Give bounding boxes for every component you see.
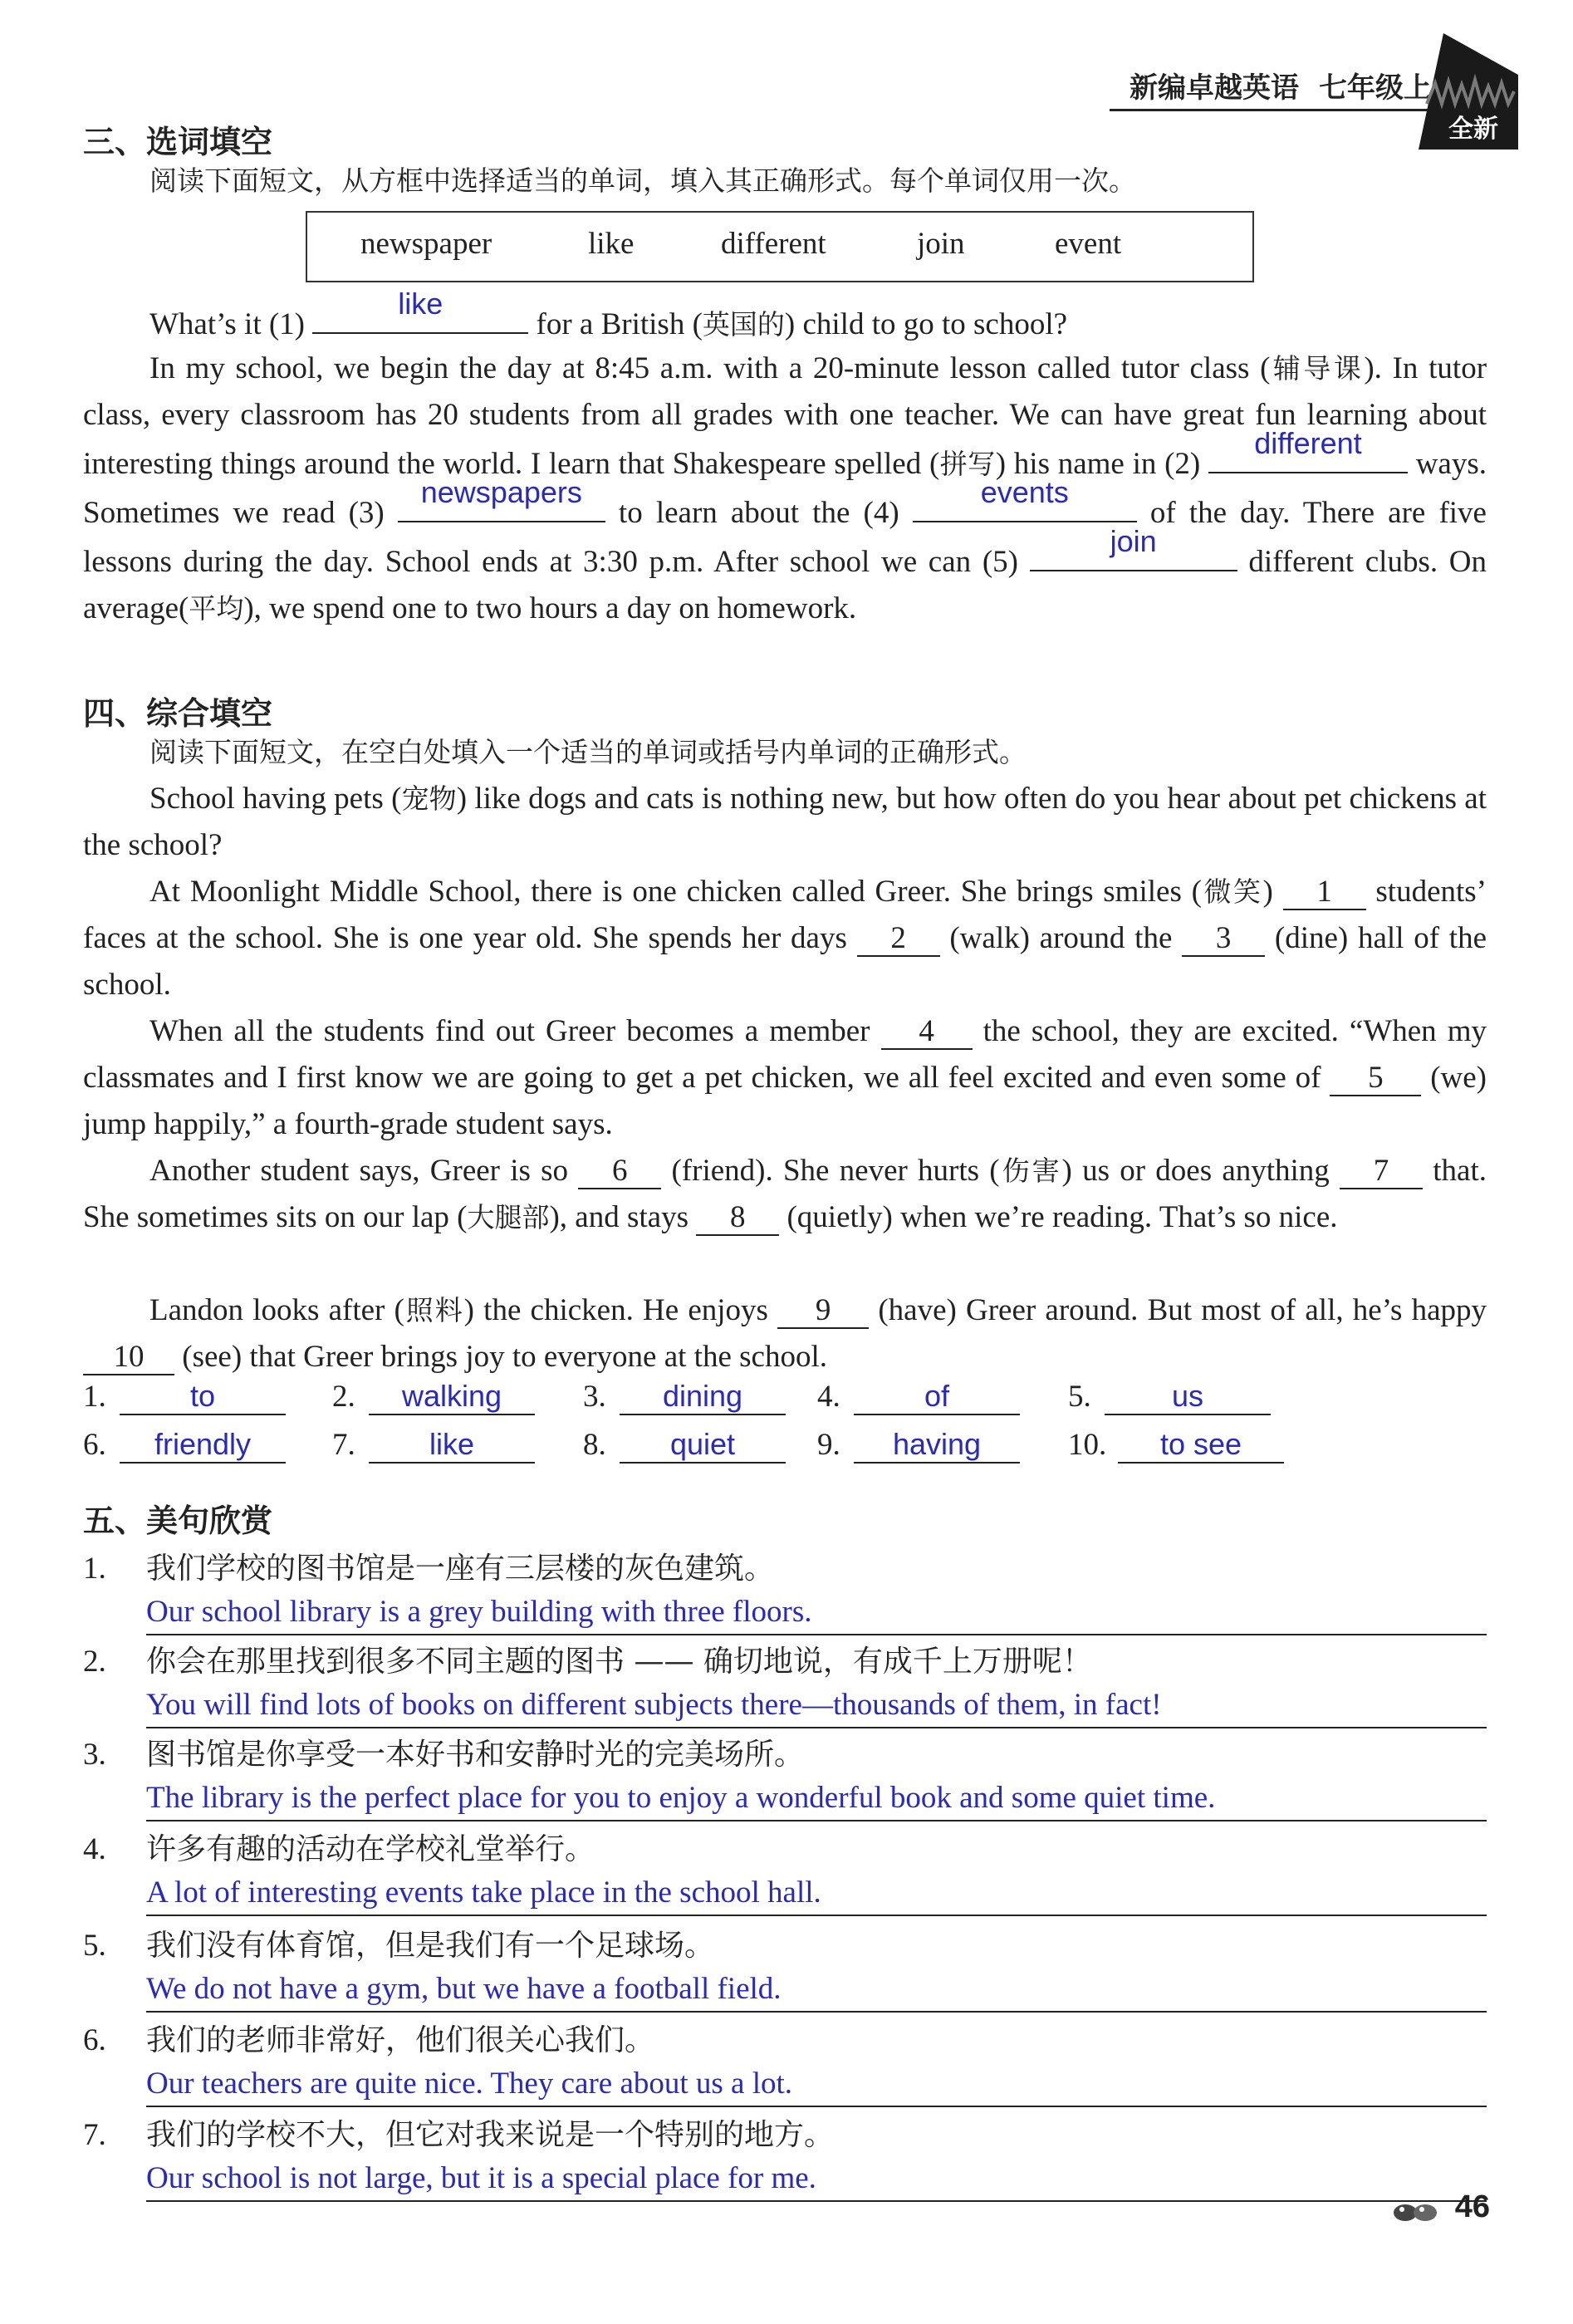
text: (see) that Greer brings joy to everyone at the school. — [174, 1340, 827, 1374]
answer-value: like — [369, 1427, 535, 1464]
chinese-gloss: 平均 — [189, 592, 244, 625]
blank-number: 1 — [1283, 875, 1366, 910]
text: In my school, we begin the day at 8:45 a.m. with a 20-minute lesson called tutor class ( — [149, 351, 1271, 385]
section4-paragraph-5 — [83, 1287, 1487, 1380]
chinese-sentence: 我们没有体育馆，但是我们有一个足球场。 — [146, 1929, 715, 1963]
chinese-sentence: 我们学校的图书馆是一座有三层楼的灰色建筑。 — [146, 1552, 775, 1586]
sentence-item — [83, 1638, 1487, 1728]
text: When all the students find out Greer becomes a member — [149, 1014, 881, 1048]
text: to learn about the (4) — [605, 496, 913, 530]
answer-label: 3. — [583, 1380, 606, 1414]
chinese-gloss: 伤害 — [999, 1155, 1062, 1187]
chinese-sentence: 许多有趣的活动在学校礼堂举行。 — [146, 1832, 595, 1866]
english-answer: Our school is not large, but it is a special place for me. — [146, 2154, 1487, 2202]
item-number: 1. — [83, 1552, 106, 1586]
blank-number: 6 — [578, 1155, 661, 1189]
chinese-gloss: 辅导课 — [1270, 352, 1365, 385]
section4-paragraph-1 — [83, 776, 1487, 869]
english-answer: Our teachers are quite nice. They care about us a lot. — [146, 2059, 1487, 2107]
text: ) child to go to school? — [784, 307, 1068, 341]
answer-cell — [332, 1427, 535, 1464]
text: different clubs. On average( — [83, 545, 1487, 625]
answer-blank-5 — [1030, 524, 1237, 571]
word-box-item: different — [721, 227, 826, 261]
text: ways. Sometimes we read (3) — [83, 447, 1487, 530]
text: (have) Greer around. But most of all, he’s happy — [869, 1293, 1487, 1327]
item-number: 4. — [83, 1832, 106, 1866]
word-box-item: event — [1055, 227, 1122, 261]
text: the school, they are excited. “When my classmates and I first know we are going to get a pet chicken, we all feel excited and even some of — [83, 1014, 1487, 1095]
item-number: 5. — [83, 1929, 106, 1963]
answer-cell — [817, 1379, 1020, 1415]
blank-number: 10 — [83, 1341, 174, 1375]
text: ) like dogs and cats is nothing new, but how often do you hear about pet chickens at the school? — [83, 782, 1487, 862]
answer-cell — [1068, 1379, 1271, 1415]
answer-label: 10. — [1068, 1428, 1107, 1462]
text: ). In tutor class, every classroom has 20 students from all grades with one teacher. We can have great fun learning about interesting things around the world. I learn that Shakespeare spelled ( — [83, 351, 1487, 481]
text: (we) jump happily,” a fourth-grade student says. — [83, 1061, 1487, 1141]
sentence-item — [83, 1922, 1487, 2013]
answer-text: newspapers — [420, 475, 582, 509]
footer-decoration-icon — [1390, 2193, 1440, 2226]
answer-blank-4 — [913, 475, 1137, 522]
sentence-item — [83, 1731, 1487, 1821]
item-number: 3. — [83, 1738, 106, 1772]
answer-label: 8. — [583, 1428, 606, 1462]
sentence-item — [83, 2017, 1487, 2107]
word-box-item: like — [588, 227, 635, 261]
text: School having pets ( — [149, 782, 402, 816]
blank-number: 4 — [881, 1015, 973, 1050]
book-title: 新编卓越英语 — [1130, 71, 1299, 105]
item-number: 7. — [83, 2118, 106, 2152]
answer-cell — [583, 1379, 786, 1415]
text: ) us or does anything — [1061, 1154, 1340, 1188]
answer-text: join — [1110, 524, 1157, 558]
text: ), we spend one to two hours a day on homework. — [243, 591, 857, 625]
text: students’ faces at the school. She is one year old. She spends her days — [83, 875, 1487, 955]
sentence-item — [83, 1545, 1487, 1635]
answer-value: friendly — [120, 1427, 286, 1464]
english-answer: The library is the perfect place for you to enjoy a wonderful book and some quiet time. — [146, 1773, 1487, 1821]
sentence-item — [83, 2111, 1487, 2202]
answer-value: quiet — [620, 1427, 786, 1464]
series-badge: 全新 — [1448, 115, 1498, 144]
answer-label: 2. — [332, 1380, 355, 1414]
blank-number: 8 — [696, 1201, 779, 1236]
answer-blank-3 — [398, 475, 605, 522]
grade-label: 七年级上 — [1319, 71, 1432, 105]
answer-value: dining — [620, 1379, 786, 1415]
answer-cell — [817, 1427, 1020, 1464]
answer-label: 9. — [817, 1428, 840, 1462]
answer-text: different — [1254, 426, 1362, 460]
english-answer: A lot of interesting events take place in the school hall. — [146, 1868, 1487, 1916]
answer-value: to — [120, 1379, 286, 1415]
answer-value: us — [1105, 1379, 1271, 1415]
blank-number: 9 — [777, 1294, 869, 1329]
answer-text: like — [398, 287, 443, 321]
blank-number: 5 — [1330, 1061, 1421, 1096]
word-box — [306, 211, 1254, 282]
answer-blank-1 — [312, 287, 528, 334]
section3-passage — [83, 346, 1487, 632]
text: ) his name in (2) — [995, 447, 1208, 481]
answer-value: having — [854, 1427, 1020, 1464]
text: that. She sometimes sits on our lap ( — [83, 1154, 1487, 1234]
text: Another student says, Greer is so — [149, 1154, 579, 1188]
text: ), and stays — [549, 1200, 697, 1234]
answer-value: of — [854, 1379, 1020, 1415]
chinese-gloss: 大腿部 — [467, 1201, 550, 1233]
sentence-item — [83, 1826, 1487, 1916]
answer-label: 5. — [1068, 1380, 1091, 1414]
text: (dine) hall of the school. — [83, 921, 1487, 1002]
answer-text: events — [980, 475, 1069, 509]
chinese-gloss: 微笑 — [1201, 875, 1263, 908]
answer-cell — [83, 1379, 286, 1415]
chinese-sentence: 我们的学校不大，但它对我来说是一个特别的地方。 — [146, 2118, 835, 2152]
text: ) the chicken. He enjoys — [463, 1293, 778, 1327]
text: (walk) around the — [939, 921, 1183, 955]
answer-label: 7. — [332, 1428, 355, 1462]
text: Landon looks after ( — [149, 1293, 404, 1327]
chinese-sentence: 我们的老师非常好，他们很关心我们。 — [146, 2023, 655, 2057]
chinese-gloss: 照料 — [404, 1294, 464, 1326]
section3-instruction: 阅读下面短文，从方框中选择适当的单词，填入其正确形式。每个单词仅用一次。 — [149, 164, 1136, 197]
answer-label: 6. — [83, 1428, 106, 1462]
chinese-sentence: 图书馆是你享受一本好书和安静时光的完美场所。 — [146, 1738, 805, 1772]
chinese-gloss: 宠物 — [401, 782, 457, 815]
section3-title: 三、选词填空 — [83, 124, 273, 160]
page-number: 46 — [1454, 2189, 1490, 2224]
text: What’s it (1) — [149, 307, 313, 341]
answer-cell — [583, 1427, 786, 1464]
section4-title: 四、综合填空 — [83, 695, 273, 732]
item-number: 2. — [83, 1645, 106, 1679]
section4-paragraph-3 — [83, 1008, 1487, 1148]
section4-paragraph-4 — [83, 1148, 1487, 1241]
english-answer: Our school library is a grey building with three floors. — [146, 1587, 1487, 1635]
section4-instruction: 阅读下面短文，在空白处填入一个适当的单词或括号内单词的正确形式。 — [149, 736, 1027, 768]
blank-number: 2 — [857, 922, 940, 957]
text: (quietly) when we’re reading. That’s so nice. — [779, 1200, 1338, 1234]
english-answer: You will find lots of books on different subjects there—thousands of them, in fact! — [146, 1680, 1487, 1728]
text: (friend). She never hurts ( — [661, 1154, 1000, 1188]
word-box-item: newspaper — [360, 227, 492, 261]
text: ) — [1262, 875, 1283, 909]
word-box-item: join — [917, 227, 965, 261]
blank-number: 3 — [1182, 922, 1265, 957]
text: At Moonlight Middle School, there is one chicken called Greer. She brings smiles ( — [149, 875, 1202, 909]
answer-blank-2 — [1208, 426, 1408, 473]
answer-cell — [1068, 1427, 1284, 1464]
blank-number: 7 — [1340, 1155, 1423, 1189]
text: of the day. There are five lessons during the day. School ends at 3:30 p.m. After school we can (5) — [83, 496, 1487, 579]
item-number: 6. — [83, 2023, 106, 2057]
answer-cell — [332, 1379, 535, 1415]
answer-label: 1. — [83, 1380, 106, 1414]
answer-value: to see — [1118, 1427, 1284, 1464]
chinese-gloss: 拼写 — [939, 448, 996, 480]
answer-cell — [83, 1427, 286, 1464]
answer-value: walking — [369, 1379, 535, 1415]
section4-paragraph-2 — [83, 869, 1487, 1008]
answer-label: 4. — [817, 1380, 840, 1414]
section5-title: 五、美句欣赏 — [83, 1503, 273, 1539]
book-header — [1110, 65, 1432, 111]
section3-question1 — [83, 287, 1487, 348]
text: for a British ( — [528, 307, 703, 341]
english-answer: We do not have a gym, but we have a football field. — [146, 1964, 1487, 2013]
chinese-sentence: 你会在那里找到很多不同主题的图书 —— 确切地说，有成千上万册呢！ — [146, 1645, 1092, 1679]
chinese-gloss: 英国的 — [702, 308, 785, 341]
